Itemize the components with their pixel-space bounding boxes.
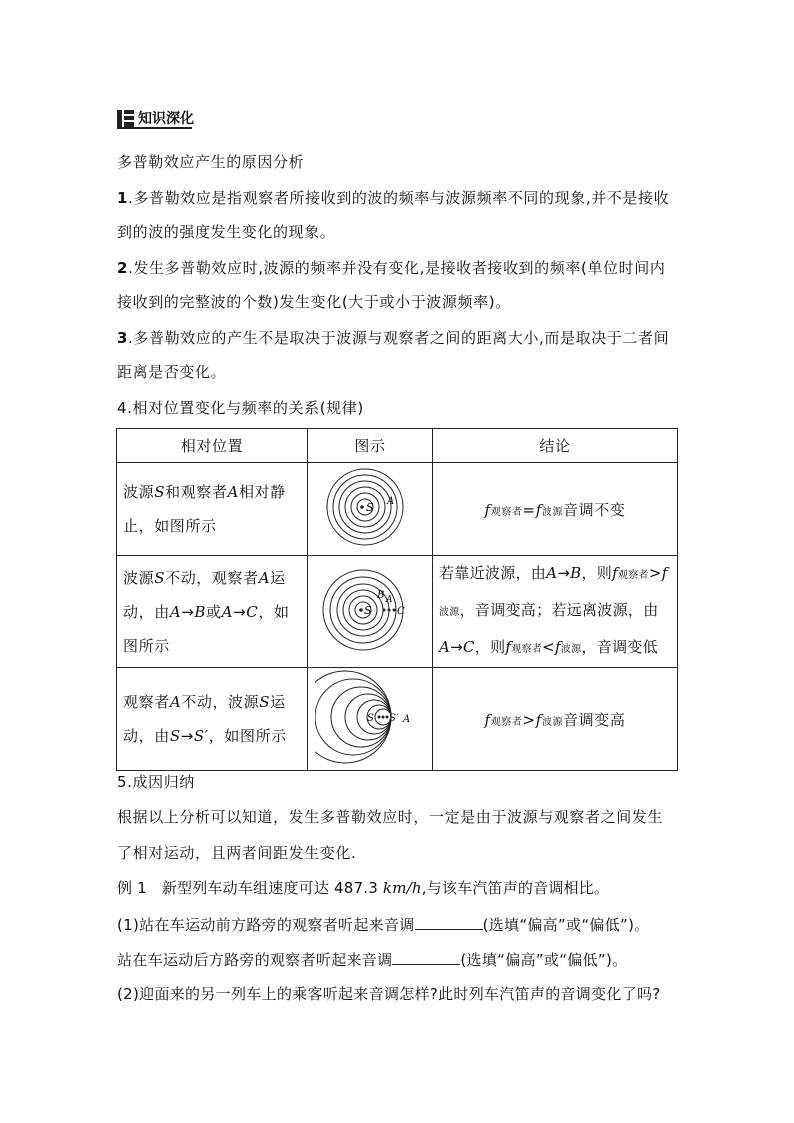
example-label: 例 1 [117,879,147,897]
label-S: S [366,501,375,514]
question-2: (2)迎面来的另一列车上的乘客听起来音调怎样?此时列车汽笛声的音调变化了吗? [117,985,661,1003]
label-B: B [377,589,385,601]
point-1-line-2: 到的波的强度发生变化的现象。 [117,223,336,241]
header-rule [117,127,192,129]
label-A: A [387,496,395,507]
label-C: C [397,605,406,617]
table-row [117,463,678,556]
row3-conclusion: f观察者>f波源音调变高 [433,668,678,771]
header-title: 知识深化 [138,111,194,127]
table-header-row [117,429,678,463]
row1-diagram [308,463,433,556]
row1-conclusion: f观察者=f波源音调不变 [433,463,678,556]
relation-table [116,428,678,771]
label-A: A [403,714,411,725]
point-3-line-1: 3.多普勒效应的产生不是取决于波源与观察者之间的距离大小,而是取决于二者间 [117,329,670,347]
row2-position: 波源S不动，观察者A运 动，由A→B或A→C，如 图所示 [117,556,308,668]
point-3-line-2: 距离是否变化。 [117,363,227,381]
row2-diagram [308,556,433,668]
example-line: 例 1 新型列车动车组速度可达 487.3 km/h,与该车汽笛声的音调相比。 [117,879,610,897]
answer-blank-2[interactable] [392,948,460,965]
source-moving-diagram [315,668,425,766]
label-S: S [364,603,373,617]
label-S-prime: S′ [389,713,400,724]
label-S: S [367,713,375,724]
header-conclusion: 结论 [433,429,678,463]
section-title: 多普勒效应产生的原因分析 [117,153,305,171]
question-1-line-1: (1)站在车运动前方路旁的观察者听起来音调 (选填“偏高”或“偏低”)。 [117,913,650,935]
point-4: 4.相对位置变化与频率的关系(规律) [117,399,364,417]
table-row [117,668,678,771]
observer-moving-diagram [315,560,425,660]
table-row [117,556,678,668]
row3-diagram [308,668,433,771]
answer-blank-1[interactable] [415,913,483,930]
label-A: A [386,594,394,605]
row3-position: 观察者A不动，波源S运 动，由S→S′，如图所示 [117,668,308,771]
point-1-line-1: 1.多普勒效应是指观察者所接收到的波的频率与波源频率不同的现象,并不是接收 [117,189,670,207]
section-header [117,108,194,128]
header-diagram: 图示 [308,429,433,463]
summary-line-2: 了相对运动，且两者间距发生变化. [117,844,357,862]
point-5: 5.成因归纳 [117,773,195,791]
point-2-line-1: 2.发生多普勒效应时,波源的频率并没有变化,是接收者接收到的频率(单位时间内 [117,259,666,277]
header-position: 相对位置 [117,429,308,463]
summary-line-1: 根据以上分析可以知道，发生多普勒效应时，一定是由于波源与观察者之间发生 [117,808,664,826]
row1-position: 波源S和观察者A相对静 止，如图所示 [117,463,308,556]
question-1-line-2: 站在车运动后方路旁的观察者听起来音调 (选填“偏高”或“偏低”)。 [117,948,627,970]
point-2-line-2: 接收到的完整波的个数)发生变化(大于或小于波源频率)。 [117,293,511,311]
row2-conclusion: 若靠近波源，由A→B，则f观察者>f 波源，音调变高；若远离波源，由 A→C，则f观察者<f波源，音调变低 [433,556,678,668]
section-marker-icon [117,110,134,127]
concentric-waves-diagram [315,463,425,551]
